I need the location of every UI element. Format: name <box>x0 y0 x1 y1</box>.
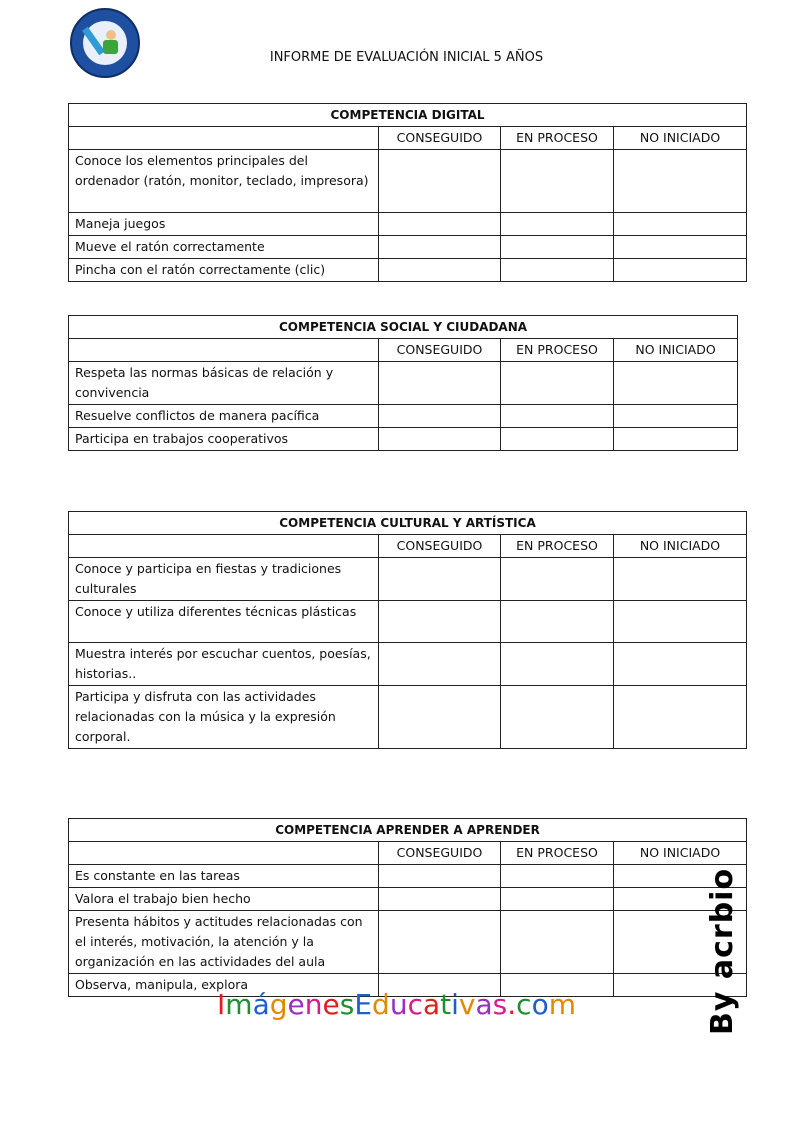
assessment-cell[interactable] <box>379 362 501 405</box>
competence-table <box>68 315 738 451</box>
assessment-cell[interactable] <box>379 686 501 749</box>
criterion-label: Conoce y utiliza diferentes técnicas plásticas <box>69 601 379 643</box>
assessment-cell[interactable] <box>379 213 501 236</box>
assessment-cell[interactable] <box>614 150 747 213</box>
assessment-cell[interactable] <box>379 150 501 213</box>
column-header: CONSEGUIDO <box>379 842 501 865</box>
table-row <box>69 686 747 749</box>
site-brand: ImágenesEducativas.com <box>217 988 576 1021</box>
assessment-cell[interactable] <box>614 643 747 686</box>
assessment-cell[interactable] <box>614 362 738 405</box>
criterion-label: Maneja juegos <box>69 213 379 236</box>
criterion-label: Mueve el ratón correctamente <box>69 236 379 259</box>
assessment-cell[interactable] <box>614 259 747 282</box>
column-header: EN PROCESO <box>501 127 614 150</box>
assessment-cell[interactable] <box>501 150 614 213</box>
table-row <box>69 888 747 911</box>
assessment-cell[interactable] <box>614 428 738 451</box>
table-row <box>69 362 738 405</box>
assessment-cell[interactable] <box>379 428 501 451</box>
column-header: CONSEGUIDO <box>379 339 501 362</box>
imagenes-educativas-logo-icon <box>70 8 140 78</box>
assessment-cell[interactable] <box>501 911 614 974</box>
assessment-cell[interactable] <box>501 362 614 405</box>
assessment-cell[interactable] <box>501 643 614 686</box>
criterion-label: Valora el trabajo bien hecho <box>69 888 379 911</box>
criteria-header-cell <box>69 842 379 865</box>
criterion-label: Presenta hábitos y actitudes relacionadas con el interés, motivación, la atención y la organización en las actividades del aula <box>69 911 379 974</box>
section-title: COMPETENCIA SOCIAL Y CIUDADANA <box>69 316 738 339</box>
section-title: COMPETENCIA APRENDER A APRENDER <box>69 819 747 842</box>
assessment-cell[interactable] <box>379 236 501 259</box>
table-row <box>69 405 738 428</box>
criteria-header-cell <box>69 339 379 362</box>
table-row <box>69 236 747 259</box>
table-row <box>69 911 747 974</box>
table-row <box>69 601 747 643</box>
table-row <box>69 643 747 686</box>
assessment-cell[interactable] <box>501 236 614 259</box>
assessment-cell[interactable] <box>501 888 614 911</box>
assessment-cell[interactable] <box>501 686 614 749</box>
assessment-cell[interactable] <box>379 259 501 282</box>
column-header: NO INICIADO <box>614 535 747 558</box>
table-row <box>69 259 747 282</box>
column-header: EN PROCESO <box>501 535 614 558</box>
page-title: INFORME DE EVALUACIÓN INICIAL 5 AÑOS <box>269 50 544 65</box>
assessment-cell[interactable] <box>614 601 747 643</box>
criterion-label: Respeta las normas básicas de relación y convivencia <box>69 362 379 405</box>
assessment-cell[interactable] <box>614 213 747 236</box>
assessment-cell[interactable] <box>501 405 614 428</box>
criterion-label: Pincha con el ratón correctamente (clic) <box>69 259 379 282</box>
competence-table <box>68 818 747 997</box>
section-title: COMPETENCIA DIGITAL <box>69 104 747 127</box>
column-header: EN PROCESO <box>501 339 614 362</box>
criterion-label: Muestra interés por escuchar cuentos, poesías, historias.. <box>69 643 379 686</box>
criterion-label: Conoce los elementos principales del ordenador (ratón, monitor, teclado, impresora) <box>69 150 379 213</box>
column-header: NO INICIADO <box>614 339 738 362</box>
assessment-cell[interactable] <box>379 911 501 974</box>
assessment-cell[interactable] <box>379 865 501 888</box>
section-title: COMPETENCIA CULTURAL Y ARTÍSTICA <box>69 512 747 535</box>
column-header: NO INICIADO <box>614 842 747 865</box>
assessment-cell[interactable] <box>501 213 614 236</box>
criterion-label: Conoce y participa en fiestas y tradiciones culturales <box>69 558 379 601</box>
assessment-cell[interactable] <box>379 888 501 911</box>
assessment-cell[interactable] <box>614 558 747 601</box>
assessment-cell[interactable] <box>501 558 614 601</box>
table-row <box>69 213 747 236</box>
criterion-label: Observa, manipula, explora <box>69 974 379 997</box>
table-row <box>69 558 747 601</box>
assessment-cell[interactable] <box>379 558 501 601</box>
competence-table <box>68 103 747 282</box>
criterion-label: Participa en trabajos cooperativos <box>69 428 379 451</box>
assessment-cell[interactable] <box>614 405 738 428</box>
column-header: CONSEGUIDO <box>379 127 501 150</box>
assessment-cell[interactable] <box>501 428 614 451</box>
assessment-cell[interactable] <box>614 686 747 749</box>
column-header: NO INICIADO <box>614 127 747 150</box>
assessment-cell[interactable] <box>379 405 501 428</box>
assessment-cell[interactable] <box>379 601 501 643</box>
assessment-cell[interactable] <box>501 259 614 282</box>
assessment-cell[interactable] <box>501 865 614 888</box>
author-byline: By acrbio <box>705 867 740 1035</box>
column-header: CONSEGUIDO <box>379 535 501 558</box>
table-row <box>69 150 747 213</box>
criteria-header-cell <box>69 127 379 150</box>
criterion-label: Resuelve conflictos de manera pacífica <box>69 405 379 428</box>
criterion-label: Participa y disfruta con las actividades relacionadas con la música y la expresión corporal. <box>69 686 379 749</box>
criterion-label: Es constante en las tareas <box>69 865 379 888</box>
assessment-cell[interactable] <box>379 643 501 686</box>
criteria-header-cell <box>69 535 379 558</box>
column-header: EN PROCESO <box>501 842 614 865</box>
competence-table <box>68 511 747 749</box>
table-row <box>69 428 738 451</box>
table-row <box>69 865 747 888</box>
assessment-cell[interactable] <box>501 601 614 643</box>
assessment-cell[interactable] <box>614 236 747 259</box>
